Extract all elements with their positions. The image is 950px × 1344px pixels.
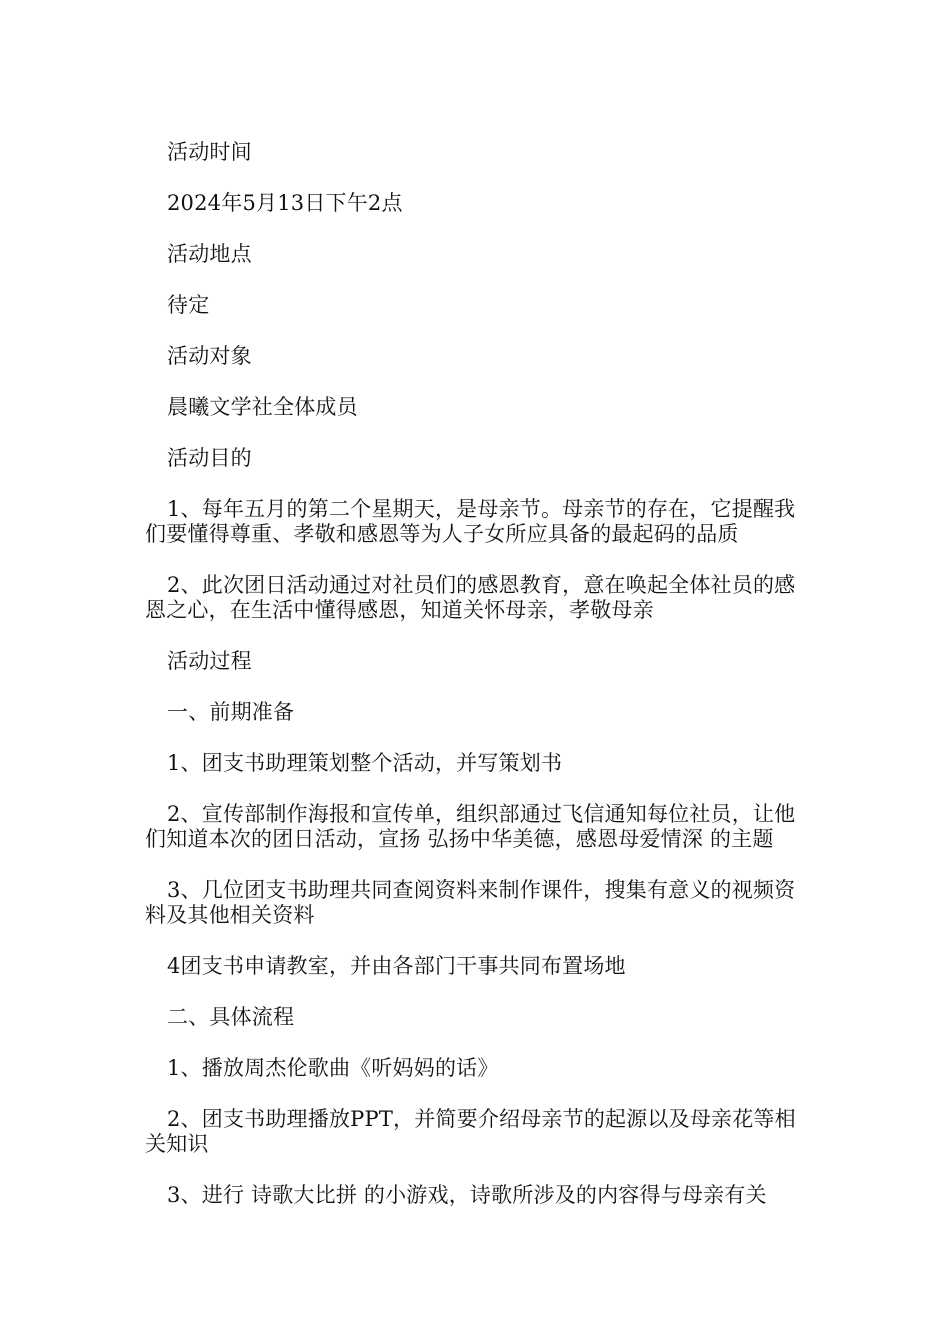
section-procedure: 二、具体流程 [167,1005,295,1029]
heading-activity-time: 活动时间 [167,140,252,164]
heading-activity-purpose: 活动目的 [167,446,252,470]
activity-location-value: 待定 [167,293,210,317]
preparation-item-2: 2、宣传部制作海报和宣传单，组织部通过飞信通知每位社员，让他们知道本次的团日活动，宣扬 弘扬中华美德，感恩母爱情深 的主题 [145,802,796,851]
heading-activity-target: 活动对象 [167,344,252,368]
heading-activity-location: 活动地点 [167,242,252,266]
preparation-item-4: 4团支书申请教室，并由各部门干事共同布置场地 [167,954,626,978]
section-preparation: 一、前期准备 [167,700,295,724]
heading-activity-process: 活动过程 [167,649,252,673]
preparation-item-3: 3、几位团支书助理共同查阅资料来制作课件，搜集有意义的视频资料及其他相关资料 [145,878,796,927]
purpose-item-2: 2、此次团日活动通过对社员们的感恩教育，意在唤起全体社员的感恩之心，在生活中懂得感恩，知道关怀母亲，孝敬母亲 [145,573,796,622]
procedure-item-2: 2、团支书助理播放PPT，并简要介绍母亲节的起源以及母亲花等相关知识 [145,1107,796,1156]
document-page [145,140,811,1234]
procedure-item-1: 1、播放周杰伦歌曲《听妈妈的话》 [167,1056,499,1080]
activity-time-value: 2024年5月13日下午2点 [167,191,403,215]
activity-target-value: 晨曦文学社全体成员 [167,395,358,419]
purpose-item-1: 1、每年五月的第二个星期天，是母亲节。母亲节的存在，它提醒我们要懂得尊重、孝敬和感恩等为人子女所应具备的最起码的品质 [145,497,796,546]
preparation-item-1: 1、团支书助理策划整个活动，并写策划书 [167,751,563,775]
procedure-item-3: 3、进行 诗歌大比拼 的小游戏，诗歌所涉及的内容得与母亲有关 [167,1183,767,1207]
